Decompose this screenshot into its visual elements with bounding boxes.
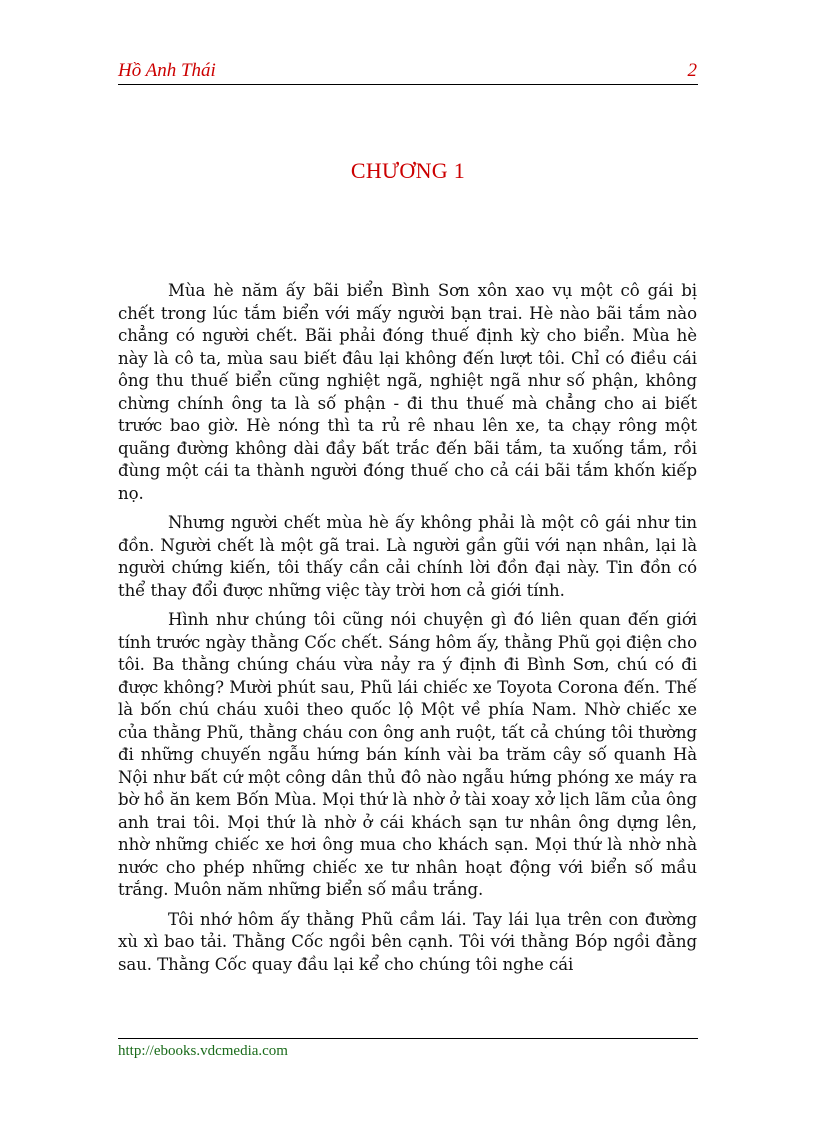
page-header bbox=[118, 58, 698, 85]
header-page-number: 2 bbox=[687, 60, 697, 81]
paragraph: Tôi nhớ hôm ấy thằng Phũ cầm lái. Tay lái lụa trên con đường xù xì bao tải. Thằng Cốc ngồi bên cạnh. Tôi với thằng Bóp ngồi đằng sau. Thằng Cốc quay đầu lại kể cho chúng tôi nghe cái bbox=[118, 909, 697, 974]
footer-url[interactable]: http://ebooks.vdcmedia.com bbox=[118, 1043, 288, 1059]
chapter-title: CHƯƠNG 1 bbox=[350, 158, 466, 183]
header-author: Hồ Anh Thái bbox=[118, 60, 216, 81]
body-text bbox=[118, 280, 697, 983]
page-footer bbox=[118, 1038, 698, 1059]
paragraph: Mùa hè năm ấy bãi biển Bình Sơn xôn xao vụ một cô gái bị chết trong lúc tắm biển với mấy người bạn trai. Hè nào bãi tắm nào chẳng có người chết. Bãi phải đóng thuế định kỳ cho biển. Mùa hè này là cô ta, mùa sau biết đâu lại không đến lượt tôi. Chỉ có điều cái ông thu thuế biển cũng nghiệt ngã, nghiệt ngã như số phận, không chừng chính ông ta là số phận - đi thu thuế mà chẳng cho ai biết trước bao giờ. Hè nóng thì ta rủ rê nhau lên xe, ta chạy rông một quãng đường không dài đầy bất trắc đến bãi tắm, ta xuống tắm, rồi đùng một cái ta thành người đóng thuế cho cả cái bãi tắm khốn kiếp nọ. bbox=[118, 281, 697, 503]
paragraph: Nhưng người chết mùa hè ấy không phải là một cô gái như tin đồn. Người chết là một gã trai. Là người gần gũi với nạn nhân, lại là người chứng kiến, tôi thấy cần cải chính lời đồn đại này. Tin đồn có thể thay đổi được những việc tày trời hơn cả giới tính. bbox=[118, 513, 697, 600]
paragraph: Hình như chúng tôi cũng nói chuyện gì đó liên quan đến giới tính trước ngày thằng Cốc chết. Sáng hôm ấy, thằng Phũ gọi điện cho tôi. Ba thằng chúng cháu vừa nảy ra ý định đi Bình Sơn, chú có đi được không? Mười phút sau, Phũ lái chiếc xe Toyota Corona đến. Thế là bốn chú cháu xuôi theo quốc lộ Một về phía Nam. Nhờ chiếc xe của thằng Phũ, thằng cháu con ông anh ruột, tất cả chúng tôi thường đi những chuyến ngẫu hứng bán kính vài ba trăm cây số quanh Hà Nội như bất cứ một công dân thủ đô nào ngẫu hứng phóng xe máy ra bờ hồ ăn kem Bốn Mùa. Mọi thứ là nhờ ở tài xoay xở lịch lãm của ông anh trai tôi. Mọi thứ là nhờ ở cái khách sạn tư nhân ông dựng lên, nhờ những chiếc xe hơi ông mua cho khách sạn. Mọi thứ là nhờ nhà nước cho phép những chiếc xe tư nhân hoạt động với biển số mầu trắng. Muôn năm những biển số mầu trắng. bbox=[118, 610, 697, 899]
